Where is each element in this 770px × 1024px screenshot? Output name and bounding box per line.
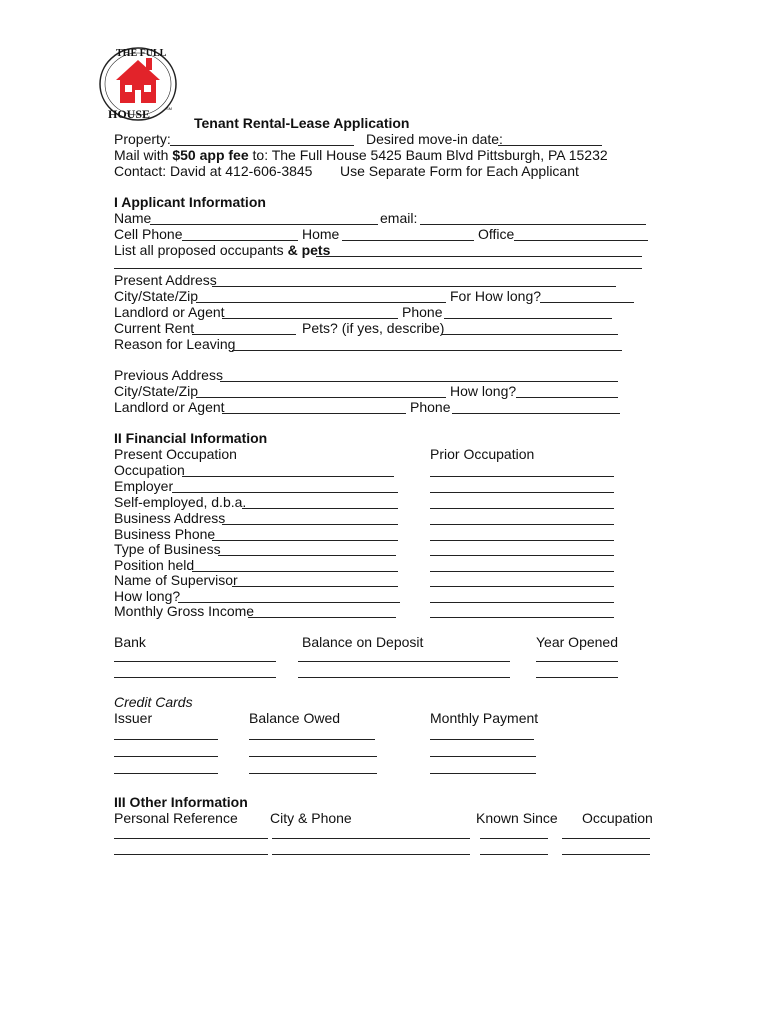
pets-field[interactable]	[442, 334, 618, 335]
bank-field-2[interactable]	[114, 677, 276, 678]
move-in-field[interactable]	[498, 145, 602, 146]
prior-position-held-field[interactable]	[430, 571, 614, 572]
email-field[interactable]	[420, 224, 646, 225]
year-opened-label: Year Opened	[536, 634, 618, 650]
prior-business-address-field[interactable]	[430, 524, 614, 525]
property-field[interactable]	[170, 145, 354, 146]
balance-owed-field-1[interactable]	[249, 739, 375, 740]
reason-leaving-field[interactable]	[232, 350, 622, 351]
self-employed-label: Self-employed, d.b.a.	[114, 494, 247, 510]
landlord-phone-field[interactable]	[444, 318, 612, 319]
applicant-heading: I Applicant Information	[114, 194, 266, 210]
prev-landlord-label: Landlord or Agent	[114, 399, 225, 415]
prior-business-phone-field[interactable]	[430, 540, 614, 541]
bank-field-1[interactable]	[114, 661, 276, 662]
employment-how-long-label: How long?	[114, 588, 181, 604]
present-occupation-heading: Present Occupation	[114, 446, 237, 462]
issuer-field-3[interactable]	[114, 773, 218, 774]
prior-employer-field[interactable]	[430, 492, 614, 493]
city-phone-label: City & Phone	[270, 810, 352, 826]
contact-info: Contact: David at 412-606-3845	[114, 163, 313, 179]
monthly-payment-field-2[interactable]	[430, 756, 536, 757]
office-phone-label: Office	[478, 226, 515, 242]
current-rent-field[interactable]	[192, 334, 296, 335]
property-label: Property:	[114, 131, 171, 147]
prev-landlord-field[interactable]	[222, 413, 406, 414]
prior-occupation-field[interactable]	[430, 476, 614, 477]
position-held-label: Position held	[114, 557, 195, 573]
landlord-phone-label: Phone	[402, 304, 443, 320]
logo-service-mark: SM	[166, 106, 172, 111]
balance-field-2[interactable]	[298, 677, 510, 678]
balance-owed-field-2[interactable]	[249, 756, 377, 757]
prior-self-employed-field[interactable]	[430, 508, 614, 509]
name-field[interactable]	[150, 224, 378, 225]
reason-leaving-label: Reason for Leaving	[114, 336, 236, 352]
logo-bottom-text: HOUSE	[108, 107, 151, 121]
prev-how-long-field[interactable]	[516, 397, 618, 398]
mail-instructions: Mail with $50 app fee to: The Full House 5425 Baum Blvd Pittsburgh, PA 15232	[114, 147, 608, 163]
business-address-label: Business Address	[114, 510, 226, 526]
occupation-label: Occupation	[114, 462, 185, 478]
monthly-payment-label: Monthly Payment	[430, 710, 539, 726]
city-state-zip-field[interactable]	[196, 302, 446, 303]
prior-how-long-field[interactable]	[430, 602, 614, 603]
occupation-field[interactable]	[182, 476, 394, 477]
home-phone-field[interactable]	[342, 240, 474, 241]
financial-heading: II Financial Information	[114, 430, 268, 446]
logo-top-text: THE FULL	[116, 48, 167, 59]
prior-occupation-heading: Prior Occupation	[430, 446, 535, 462]
pets-label: Pets? (if yes, describe)	[302, 320, 445, 336]
reference-name-field-1[interactable]	[114, 838, 268, 839]
landlord-label: Landlord or Agent	[114, 304, 225, 320]
employer-field[interactable]	[172, 492, 398, 493]
reference-known-since-field-2[interactable]	[480, 854, 548, 855]
prev-city-state-zip-field[interactable]	[196, 397, 446, 398]
self-employed-field[interactable]	[242, 508, 398, 509]
balance-deposit-label: Balance on Deposit	[302, 634, 424, 650]
prev-how-long-label: How long?	[450, 383, 517, 399]
office-phone-field[interactable]	[514, 240, 648, 241]
previous-address-label: Previous Address	[114, 367, 223, 383]
year-opened-field-2[interactable]	[536, 677, 618, 678]
reference-known-since-field-1[interactable]	[480, 838, 548, 839]
supervisor-label: Name of Supervisor	[114, 572, 238, 588]
issuer-label: Issuer	[114, 710, 153, 726]
known-since-label: Known Since	[476, 810, 558, 826]
business-phone-label: Business Phone	[114, 526, 216, 542]
full-house-logo	[96, 40, 180, 124]
year-opened-field-1[interactable]	[536, 661, 618, 662]
house-icon	[116, 58, 160, 103]
occupants-label: List all proposed occupants & pets	[114, 242, 331, 258]
supervisor-field[interactable]	[232, 586, 398, 587]
prev-city-state-zip-label: City/State/Zip	[114, 383, 199, 399]
other-heading: III Other Information	[114, 794, 248, 810]
for-how-long-label: For How long?	[450, 288, 542, 304]
prior-monthly-income-field[interactable]	[430, 617, 614, 618]
prior-supervisor-field[interactable]	[430, 586, 614, 587]
form-title: Tenant Rental-Lease Application	[194, 115, 410, 131]
email-label: email:	[380, 210, 418, 226]
current-rent-label: Current Rent	[114, 320, 195, 336]
type-of-business-label: Type of Business	[114, 541, 221, 557]
reference-occupation-field-1[interactable]	[562, 838, 650, 839]
balance-owed-label: Balance Owed	[249, 710, 341, 726]
previous-address-field[interactable]	[220, 381, 618, 382]
reference-city-phone-field-1[interactable]	[272, 838, 470, 839]
monthly-payment-field-1[interactable]	[430, 739, 534, 740]
reference-name-field-2[interactable]	[114, 854, 268, 855]
employer-label: Employer	[114, 478, 174, 494]
occupants-field[interactable]	[316, 256, 642, 257]
present-address-label: Present Address	[114, 272, 217, 288]
move-in-label: Desired move-in date:	[366, 131, 503, 147]
balance-owed-field-3[interactable]	[249, 773, 377, 774]
present-address-field[interactable]	[212, 286, 616, 287]
monthly-payment-field-3[interactable]	[430, 773, 536, 774]
business-address-field[interactable]	[222, 524, 398, 525]
for-how-long-field[interactable]	[540, 302, 634, 303]
personal-reference-label: Personal Reference	[114, 810, 238, 826]
reference-city-phone-field-2[interactable]	[272, 854, 470, 855]
name-label: Name	[114, 210, 152, 226]
issuer-field-2[interactable]	[114, 756, 218, 757]
prev-landlord-phone-label: Phone	[410, 399, 451, 415]
monthly-income-label: Monthly Gross Income	[114, 603, 255, 619]
cell-phone-label: Cell Phone	[114, 226, 183, 242]
business-phone-field[interactable]	[212, 540, 398, 541]
monthly-income-field[interactable]	[248, 617, 396, 618]
balance-field-1[interactable]	[298, 661, 510, 662]
prev-landlord-phone-field[interactable]	[452, 413, 620, 414]
home-phone-label: Home	[302, 226, 340, 242]
bank-label: Bank	[114, 634, 146, 650]
reference-occupation-field-2[interactable]	[562, 854, 650, 855]
occupants-field-line-2[interactable]	[114, 268, 642, 269]
separate-form-note: Use Separate Form for Each Applicant	[340, 163, 579, 179]
city-state-zip-label: City/State/Zip	[114, 288, 199, 304]
reference-occupation-label: Occupation	[582, 810, 653, 826]
type-of-business-field[interactable]	[218, 555, 396, 556]
issuer-field-1[interactable]	[114, 739, 218, 740]
credit-cards-heading: Credit Cards	[114, 694, 193, 710]
landlord-field[interactable]	[222, 318, 398, 319]
prior-type-of-business-field[interactable]	[430, 555, 614, 556]
cell-phone-field[interactable]	[182, 240, 298, 241]
